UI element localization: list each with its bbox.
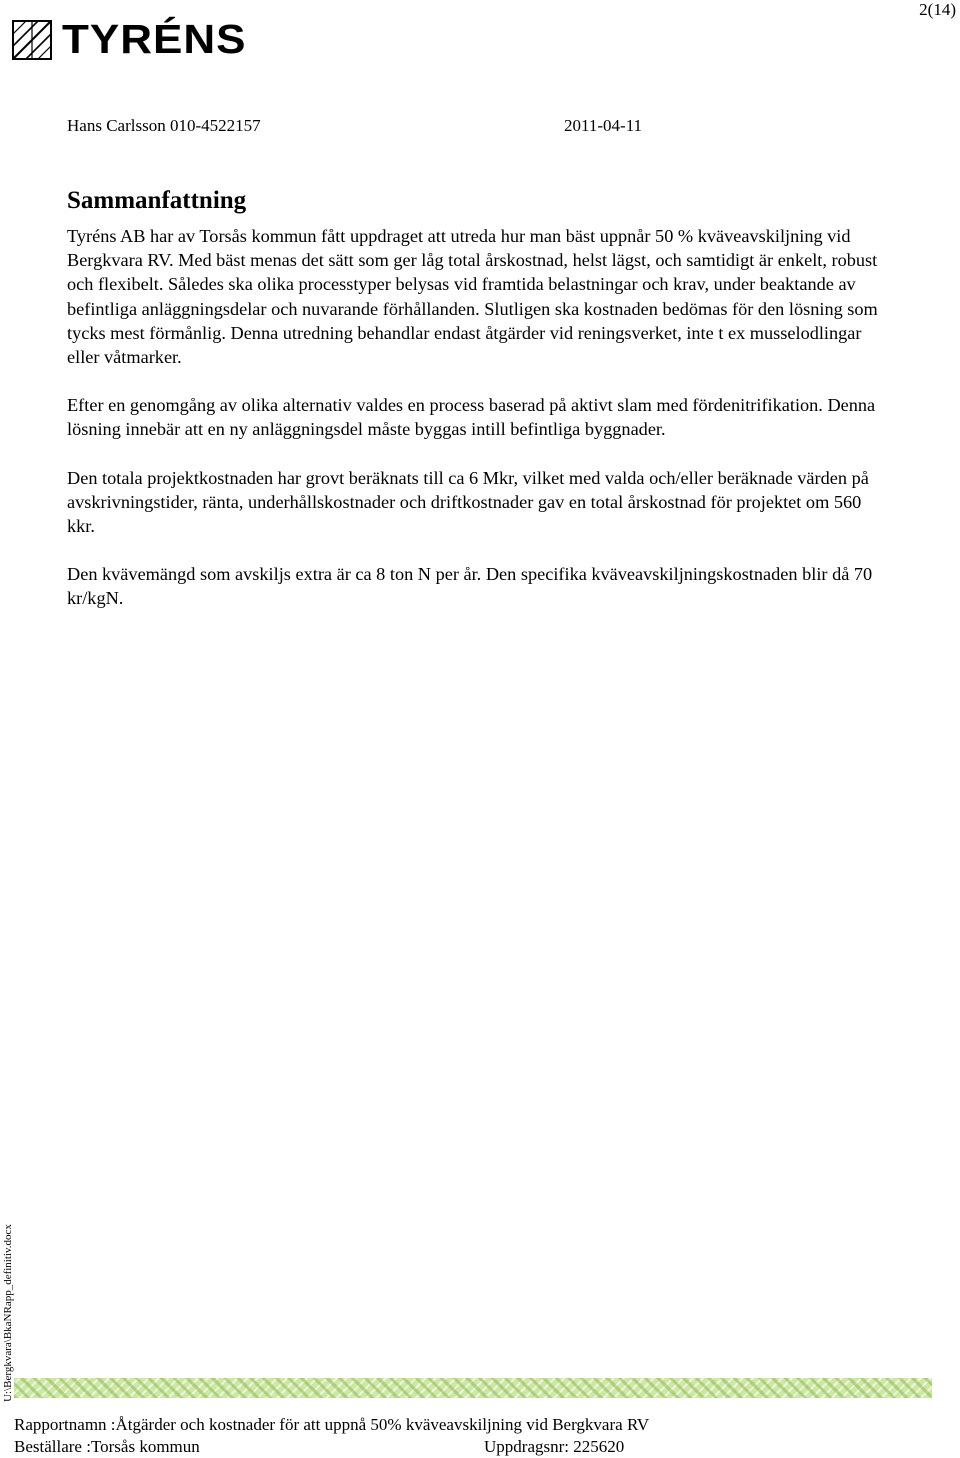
page-footer xyxy=(14,1414,734,1458)
page-number: 2(14) xyxy=(919,0,956,19)
footer-report-name: Rapportnamn :Åtgärder och kostnader för att uppnå 50% kväveavskiljning vid Bergkvara RV xyxy=(14,1415,650,1434)
footer-pattern-band xyxy=(14,1378,932,1398)
paragraph-nitrogen: Den kvävemängd som avskiljs extra är ca 8 ton N per år. Den specifika kväveavskiljningskostnaden blir då 70 kr/kgN. xyxy=(67,564,873,609)
document-date: 2011-04-11 xyxy=(564,116,643,135)
tyrens-logo-icon xyxy=(12,20,52,60)
paragraph-intro: Tyréns AB har av Torsås kommun fått uppdraget att utreda hur man bäst uppnår 50 % kväveavskiljning vid Bergkvara RV. Med bäst menas det sätt som ger låg total årskostnad, helst lägst, och samtidigt är enkelt, robust och flexibelt. Således ska olika processtyper belysas vid framtida belastningar och krav, under beaktande av befintliga anläggningsdelar och nuvarande förhållanden. Slutligen ska kostnaden bedömas för den lösning som tycks mest förmånlig. Denna utredning behandlar endast åtgärder vid reningsverket, inte t ex musselodlingar eller våtmarker. xyxy=(67,226,878,368)
paragraph-cost: Den totala projektkostnaden har grovt beräknats till ca 6 Mkr, vilket med valda och/eller beräknade värden på avskrivningstider, ränta, underhållskostnader och driftkostnader gav en total årskostnad för projektet om 560 kkr. xyxy=(67,467,869,537)
footer-row xyxy=(14,1436,734,1458)
author-contact: Hans Carlsson 010-4522157 xyxy=(67,116,261,135)
paragraph-process: Efter en genomgång av olika alternativ valdes en process baserad på aktivt slam med fördenitrifikation. Denna lösning innebär att en ny anläggningsdel måste byggas intill befintliga byggnader. xyxy=(67,395,876,440)
logo-wordmark: TYRÉNS xyxy=(62,17,247,63)
file-path-text: U:\Bergkvara\BkaNRapp_definitiv.docx xyxy=(2,1224,15,1402)
document-body xyxy=(67,184,887,635)
footer-assignment-number: Uppdragsnr: 225620 xyxy=(484,1437,625,1456)
section-heading: Sammanfattning xyxy=(67,187,247,214)
company-logo xyxy=(12,18,246,62)
footer-client: Beställare :Torsås kommun xyxy=(14,1437,200,1456)
